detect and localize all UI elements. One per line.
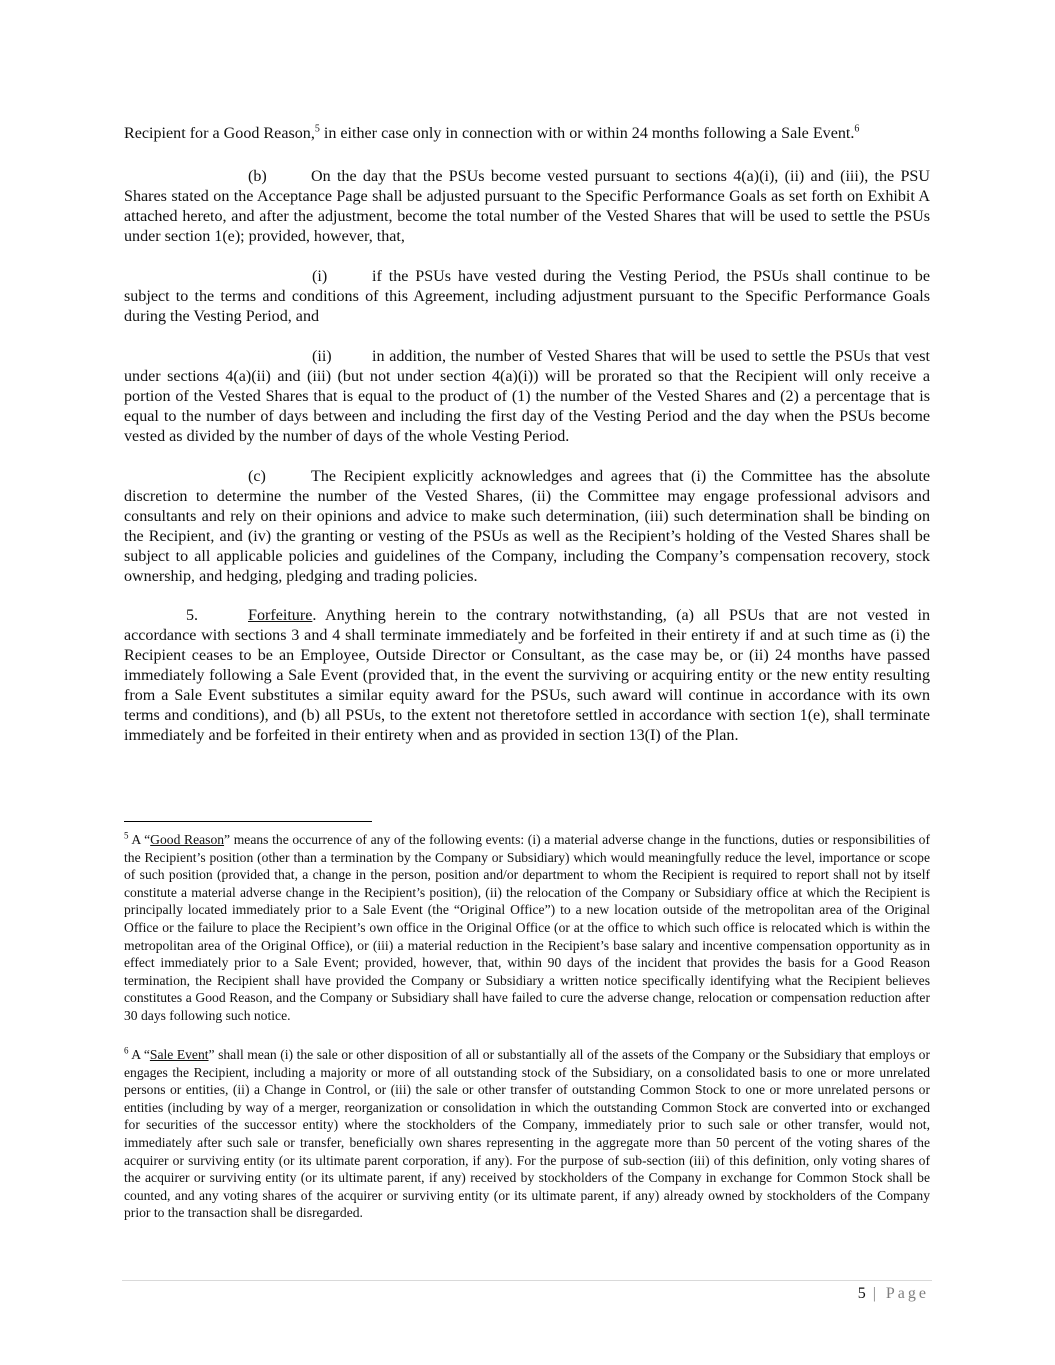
paragraph-b-i-text: if the PSUs have vested during the Vesting Period, the PSUs shall continue to be subject to the terms and conditions of this Agreement, including adjustment pursuant to the Specific Performance Goals during the Vesting Period, and <box>124 268 930 325</box>
continuation-text: Recipient for a Good Reason, <box>124 125 315 142</box>
footnote-5-number: 5 <box>124 830 129 841</box>
footer-divider <box>122 1280 932 1281</box>
section-5-heading: Forfeiture <box>248 607 313 624</box>
footnote-5-pre: A “ <box>128 832 151 847</box>
footnote-6-term: Sale Event <box>149 1047 209 1062</box>
paragraph-b-text: On the day that the PSUs become vested pursuant to sections 4(a)(i), (ii) and (iii), the PSU Shares stated on the Acceptance Page shall be adjusted pursuant to the Specific Performance Goals as set forth on Exhibit A attached hereto, and after the adjustment, become the total number of the Vested Shares that will be used to settle the PSUs under section 1(e); provided, however, that, <box>124 168 930 245</box>
footnote-5 <box>124 831 930 1025</box>
footnote-6-pre: A “ <box>128 1047 150 1062</box>
section-5-forfeiture <box>124 606 930 746</box>
footnote-6 <box>124 1046 930 1222</box>
footnote-5-term: Good Reason <box>150 832 225 847</box>
paragraph-b-ii <box>124 347 930 447</box>
paragraph-c-text: The Recipient explicitly acknowledges and agrees that (i) the Committee has the absolute discretion to determine the number of the Vested Shares, (ii) the Committee may engage professional advisors and consultants and rely on their opinions and advice to make such determination, (iii) such determination shall be binding on the Recipient, and (iv) the granting or vesting of the PSUs as well as the Recipient’s holding of the Vested Shares shall be subject to all applicable policies and guidelines of the Company, including the Company’s compensation recovery, stock ownership, and hedging, pledging and trading policies. <box>124 468 930 585</box>
page-number: 5 <box>857 1285 866 1302</box>
paragraph-c <box>124 467 930 587</box>
paragraph-b-ii-text: in addition, the number of Vested Shares that will be used to settle the PSUs that vest under sections 4(a)(ii) and (iii) (but not under section 4(a)(i)) will be prorated so that the Recipient will only receive a portion of the Vested Shares that is equal to the product of (1) the number of the Vested Shares and (2) a percentage that is equal to the number of days between and including the first day of the Vesting Period and the day when the PSUs become vested as divided by the number of days of the whole Vesting Period. <box>124 348 930 445</box>
footnote-ref-6[interactable]: 6 <box>854 123 860 135</box>
footnote-6-text: ” shall mean (i) the sale or other disposition of all or substantially all of the assets of the Company or the Subsidiary that employs or engages the Recipient, including a majority or more of all outstanding stock of the Subsidiary, on a consolidated basis to one or more unrelated persons or entities, (ii) a Change in Control, or (iii) the sale or other transfer of outstanding Common Stock to one or more unrelated persons or entities (including by way of a merger, reorganization or consolidation in which the outstanding Common Stock are converted into or exchanged for securities of the successor entity) where the stockholders of the Company, immediately prior to such sale or other transfer, would not, immediately after such sale or transfer, beneficially own shares representing in the aggregate more than 50 percent of the voting shares of the acquirer or surviving entity (or its ultimate parent corporation, if any). For the purpose of sub-section (iii) of this definition, only voting shares of the acquirer or surviving entity (or its ultimate parent, if any) received by stockholders of the Company in exchange for Common Stock shall be counted, and any voting shares of the acquirer or surviving entity (or its ultimate parent, if any) already owned by stockholders of the Company prior to the transaction shall be disregarded. <box>124 1047 930 1221</box>
continuation-paragraph <box>124 124 930 144</box>
footnote-separator <box>124 821 372 822</box>
footnote-ref-5[interactable]: 5 <box>314 123 320 135</box>
footnote-5-text: ” means the occurrence of any of the following events: (i) a material adverse change in the functions, duties or responsibilities of the Recipient’s position (other than a termination by the Company or Subsidiary) which would meaningfully reduce the level, importance or scope of such position (provided that, a change in the person, position and/or department to whom the Recipient is required to report shall not by itself constitute a material adverse change in the Recipient’s position), (ii) the relocation of the Company or Subsidiary office at which the Recipient is principally located immediately prior to a Sale Event (the “Original Office”) to a new location outside of the metropolitan area of the Original Office or the failure to place the Recipient’s own office in the Original Office (or at the office to which such office is relocated which is within the metropolitan area of the Original Office), or (iii) a material reduction in the Recipient’s base salary and incentive compensation opportunity as in effect immediately prior to a Sale Event; provided, however, that, within 90 days of the incident that provides the basis for a Good Reason termination, the Recipient shall have provided the Company or Subsidiary a written notice specifically identifying what the Recipient believes constitutes a Good Reason, and the Company or Subsidiary shall have failed to cure the adverse change, relocation or compensation reduction after 30 days following such notice. <box>124 832 930 1023</box>
paragraph-b-ii-label: (ii) <box>312 348 332 365</box>
section-5-text: . Anything herein to the contrary notwithstanding, (a) all PSUs that are not vested in accordance with sections 3 and 4 shall terminate immediately and be forfeited in their entirety if and at such time as (i) the Recipient ceases to be an Employee, Outside Director or Consultant, as the case may be, or (ii) 24 months have passed immediately following a Sale Event (provided that, in the event the surviving or acquiring entity or the new entity resulting from a Sale Event substitutes a similar equity award for the PSUs, such award will continue in accordance with its own terms and conditions), and (b) all PSUs, to the extent not theretofore settled in accordance with section 1(e), shall terminate immediately and be forfeited in their entirety when and as provided in section 13(I) of the Plan. <box>124 607 930 744</box>
page-separator: | <box>865 1285 886 1302</box>
page-label: Page <box>885 1285 929 1302</box>
footnote-6-number: 6 <box>124 1045 129 1056</box>
section-5-number: 5. <box>186 607 199 624</box>
paragraph-b-i <box>124 267 930 327</box>
paragraph-b-label: (b) <box>248 168 267 185</box>
continuation-text-2: in either case only in connection with or within 24 months following a Sale Event. <box>319 125 855 142</box>
paragraph-b <box>124 167 930 247</box>
paragraph-c-label: (c) <box>248 468 266 485</box>
page-footer <box>858 1284 929 1304</box>
paragraph-b-i-label: (i) <box>312 268 328 285</box>
